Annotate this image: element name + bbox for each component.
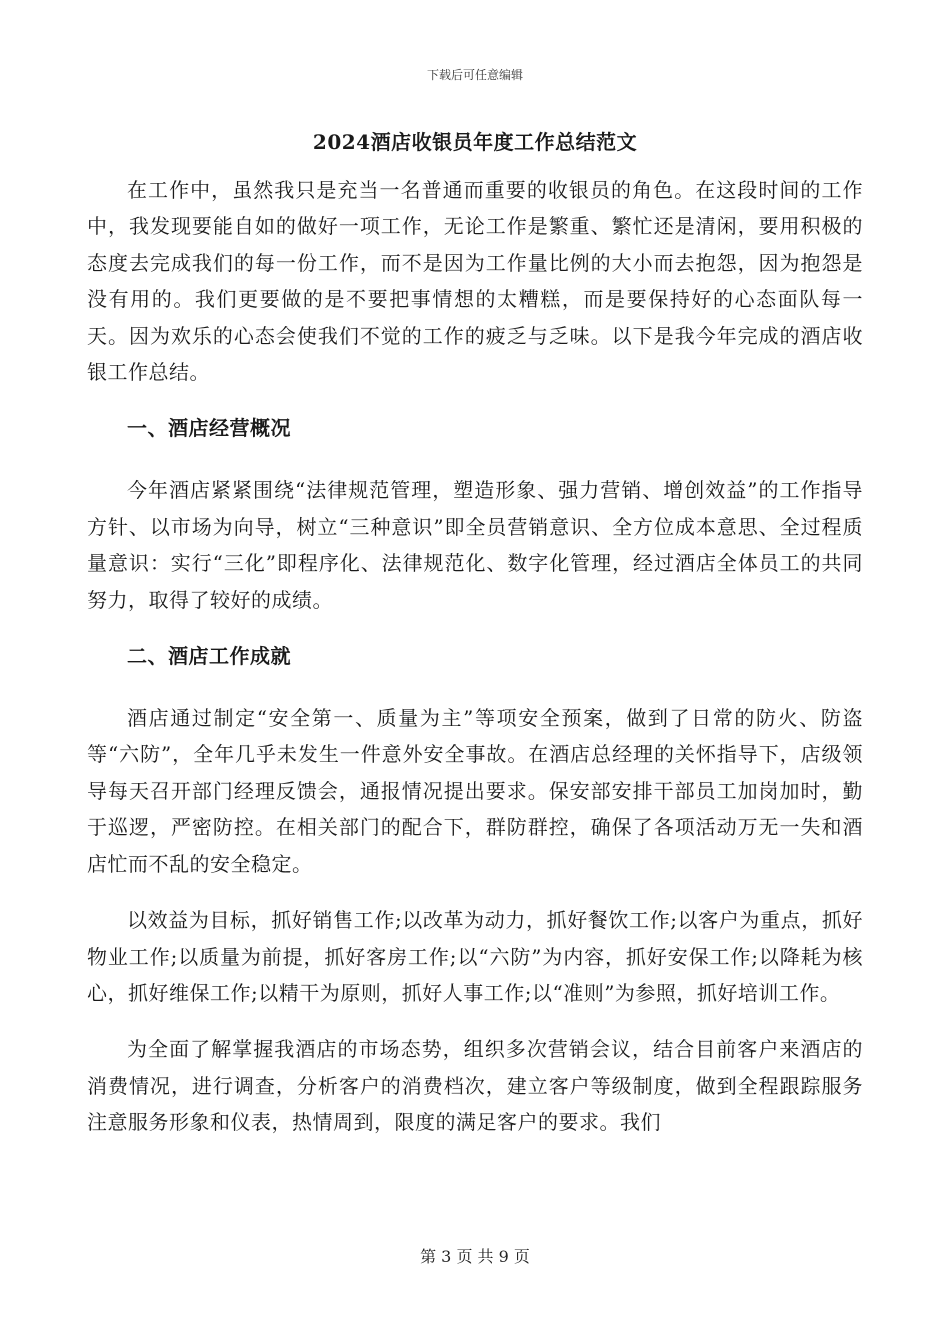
page-header-note: 下载后可任意编辑 <box>426 68 523 82</box>
section-heading-operations: 一、酒店经营概况 <box>127 416 291 441</box>
operations-paragraph: 今年酒店紧紧围绕“法律规范管理，塑造形象、强力营销、增创效益”的工作指导方针、以市场为向导，树立“三种意识”即全员营销意识、全方位成本意思、全过程质量意识：实行“三化”即程序化、法律规范化、数字化管理，经过酒店全体员工的共同努力，取得了较好的成绩。 <box>87 478 863 612</box>
achievements-paragraph-goals: 以效益为目标，抓好销售工作;以改革为动力，抓好餐饮工作;以客户为重点，抓好物业工作;以质量为前提，抓好客房工作;以“六防”为内容，抓好安保工作;以降耗为核心，抓好维保工作;以精干为原则，抓好人事工作;以“准则”为参照，抓好培训工作。 <box>87 908 863 1005</box>
document-title: 2024酒店收银员年度工作总结范文 <box>312 130 638 154</box>
page-footer-number: 第 3 页 共 9 页 <box>420 1247 530 1266</box>
achievements-paragraph-safety: 酒店通过制定“安全第一、质量为主”等项安全预案，做到了日常的防火、防盗等“六防”，全年几乎未发生一件意外安全事故。在酒店总经理的关怀指导下，店级领导每天召开部门经理反馈会，通报情况提出要求。保安部安排干部员工加岗加时，勤于巡逻，严密防控。在相关部门的配合下，群防群控，确保了各项活动万无一失和酒店忙而不乱的安全稳定。 <box>87 706 863 876</box>
document-body <box>87 172 863 1161</box>
section-heading-achievements: 二、酒店工作成就 <box>127 644 291 669</box>
achievements-paragraph-market: 为全面了解掌握我酒店的市场态势，组织多次营销会议，结合目前客户来酒店的消费情况，进行调查，分析客户的消费档次，建立客户等级制度，做到全程跟踪服务注意服务形象和仪表，热情周到，限度的满足客户的要求。我们 <box>87 1037 863 1135</box>
intro-paragraph: 在工作中，虽然我只是充当一名普通而重要的收银员的角色。在这段时间的工作中，我发现要能自如的做好一项工作，无论工作是繁重、繁忙还是清闲，要用积极的态度去完成我们的每一份工作，而不是因为工作量比例的大小而去抱怨，因为抱怨是没有用的。我们更要做的是不要把事情想的太糟糕，而是要保持好的心态面队每一天。因为欢乐的心态会使我们不觉的工作的疲乏与乏味。以下是我今年完成的酒店收银工作总结。 <box>87 178 863 385</box>
